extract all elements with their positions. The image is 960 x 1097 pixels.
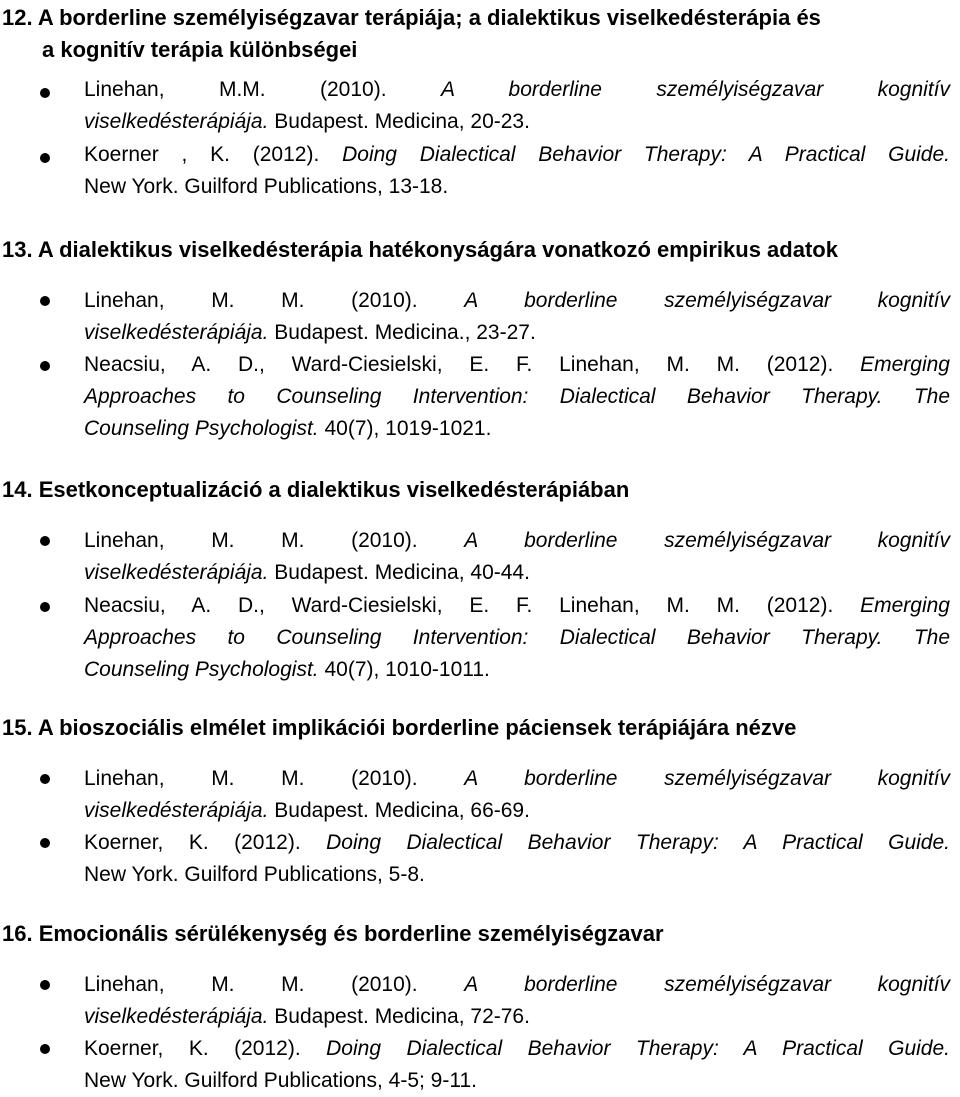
reference-title: Approaches to Counseling Intervention: Dialectical Behavior Therapy. The <box>84 385 950 408</box>
reference-title: viselkedésterápiája. <box>84 110 269 133</box>
bullet-icon <box>40 536 50 546</box>
reference-line <box>84 590 950 622</box>
bullet-icon <box>40 296 50 306</box>
section-heading: 13. A dialektikus viselkedésterápia hatékonyságára vonatkozó empirikus adatok <box>2 237 838 262</box>
reference-title: viselkedésterápiája. <box>84 1005 269 1028</box>
reference-line <box>84 859 425 891</box>
reference-authors: Linehan, M.M. (2010). <box>84 78 387 101</box>
reference-line <box>84 381 950 413</box>
reference-line <box>84 1033 950 1065</box>
reference-title: A borderline személyiségzavar kognitív <box>464 767 950 790</box>
reference-journal: Counseling Psychologist. <box>84 658 319 681</box>
reference-line <box>84 139 950 171</box>
section-heading: 15. A bioszociális elmélet implikációi borderline páciensek terápiájára nézve <box>2 715 797 740</box>
reference-line <box>84 317 536 349</box>
bullet-icon <box>40 361 50 371</box>
reference-authors: Neacsiu, A. D., Ward-Ciesielski, E. F. Linehan, M. M. (2012). <box>84 353 834 376</box>
reference-line <box>84 1001 530 1033</box>
reference-title: Doing Dialectical Behavior Therapy: A Practical Guide. <box>326 1037 950 1060</box>
reference-line <box>84 763 950 795</box>
section-heading-continuation: a kognitív terápia különbségei <box>42 37 358 62</box>
reference-title: A borderline személyiségzavar kognitív <box>464 289 950 312</box>
reference-title: Emerging <box>860 594 950 617</box>
reference-title: A borderline személyiségzavar kognitív <box>464 973 950 996</box>
reference-journal: Counseling Psychologist. <box>84 417 319 440</box>
bullet-icon <box>40 980 50 990</box>
reference-title: Emerging <box>860 353 950 376</box>
bullet-icon <box>40 602 50 612</box>
reference-line <box>84 171 448 203</box>
reference-authors: Neacsiu, A. D., Ward-Ciesielski, E. F. Linehan, M. M. (2012). <box>84 594 834 617</box>
bullet-icon <box>40 838 50 848</box>
section-heading: 12. A borderline személyiségzavar terápiája; a dialektikus viselkedésterápia és <box>2 5 821 30</box>
reference-title: viselkedésterápiája. <box>84 321 269 344</box>
reference-title: Doing Dialectical Behavior Therapy: A Practical Guide. <box>342 143 950 166</box>
reference-line <box>84 827 950 859</box>
reference-title: Doing Dialectical Behavior Therapy: A Practical Guide. <box>326 831 950 854</box>
reference-publisher: Budapest. Medicina., 23-27. <box>274 321 536 344</box>
reference-publisher: Budapest. Medicina, 72-76. <box>274 1005 530 1028</box>
reference-authors: Linehan, M. M. (2010). <box>84 767 418 790</box>
reference-title: Approaches to Counseling Intervention: Dialectical Behavior Therapy. The <box>84 626 950 649</box>
reference-line <box>84 413 491 445</box>
reference-publisher: Budapest. Medicina, 20-23. <box>274 110 530 133</box>
reference-publisher: Budapest. Medicina, 66-69. <box>274 799 530 822</box>
reference-authors: Linehan, M. M. (2010). <box>84 529 418 552</box>
reference-title: viselkedésterápiája. <box>84 799 269 822</box>
section-heading: 14. Esetkonceptualizáció a dialektikus viselkedésterápiában <box>2 477 630 502</box>
reference-authors: Koerner , K. (2012). <box>84 143 320 166</box>
reference-authors: Linehan, M. M. (2010). <box>84 973 418 996</box>
reference-publisher: Budapest. Medicina, 40-44. <box>274 561 530 584</box>
bullet-icon <box>40 153 50 163</box>
reference-line <box>84 969 950 1001</box>
reference-volume: 40(7), 1019-1021. <box>324 417 492 440</box>
reference-authors: Koerner, K. (2012). <box>84 831 301 854</box>
section-heading: 16. Emocionális sérülékenység és borderline személyiségzavar <box>2 921 664 946</box>
reference-line <box>84 557 530 589</box>
reference-title: A borderline személyiségzavar kognitív <box>440 78 950 101</box>
reference-publisher: New York. Guilford Publications, 5-8. <box>84 863 425 886</box>
reference-line <box>84 349 950 381</box>
reference-title: A borderline személyiségzavar kognitív <box>464 529 950 552</box>
reference-authors: Koerner, K. (2012). <box>84 1037 301 1060</box>
bullet-icon <box>40 88 50 98</box>
reference-publisher: New York. Guilford Publications, 4-5; 9-11. <box>84 1069 477 1092</box>
reference-authors: Linehan, M. M. (2010). <box>84 289 418 312</box>
reference-line <box>84 1065 477 1097</box>
reference-volume: 40(7), 1010-1011. <box>324 658 490 681</box>
reference-line <box>84 285 950 317</box>
reference-line <box>84 795 530 827</box>
reference-line <box>84 74 950 106</box>
reference-line <box>84 622 950 654</box>
reference-publisher: New York. Guilford Publications, 13-18. <box>84 175 449 198</box>
reference-line <box>84 106 530 138</box>
bullet-icon <box>40 774 50 784</box>
reference-line <box>84 654 490 686</box>
reference-line <box>84 525 950 557</box>
bullet-icon <box>40 1044 50 1054</box>
reference-title: viselkedésterápiája. <box>84 561 269 584</box>
